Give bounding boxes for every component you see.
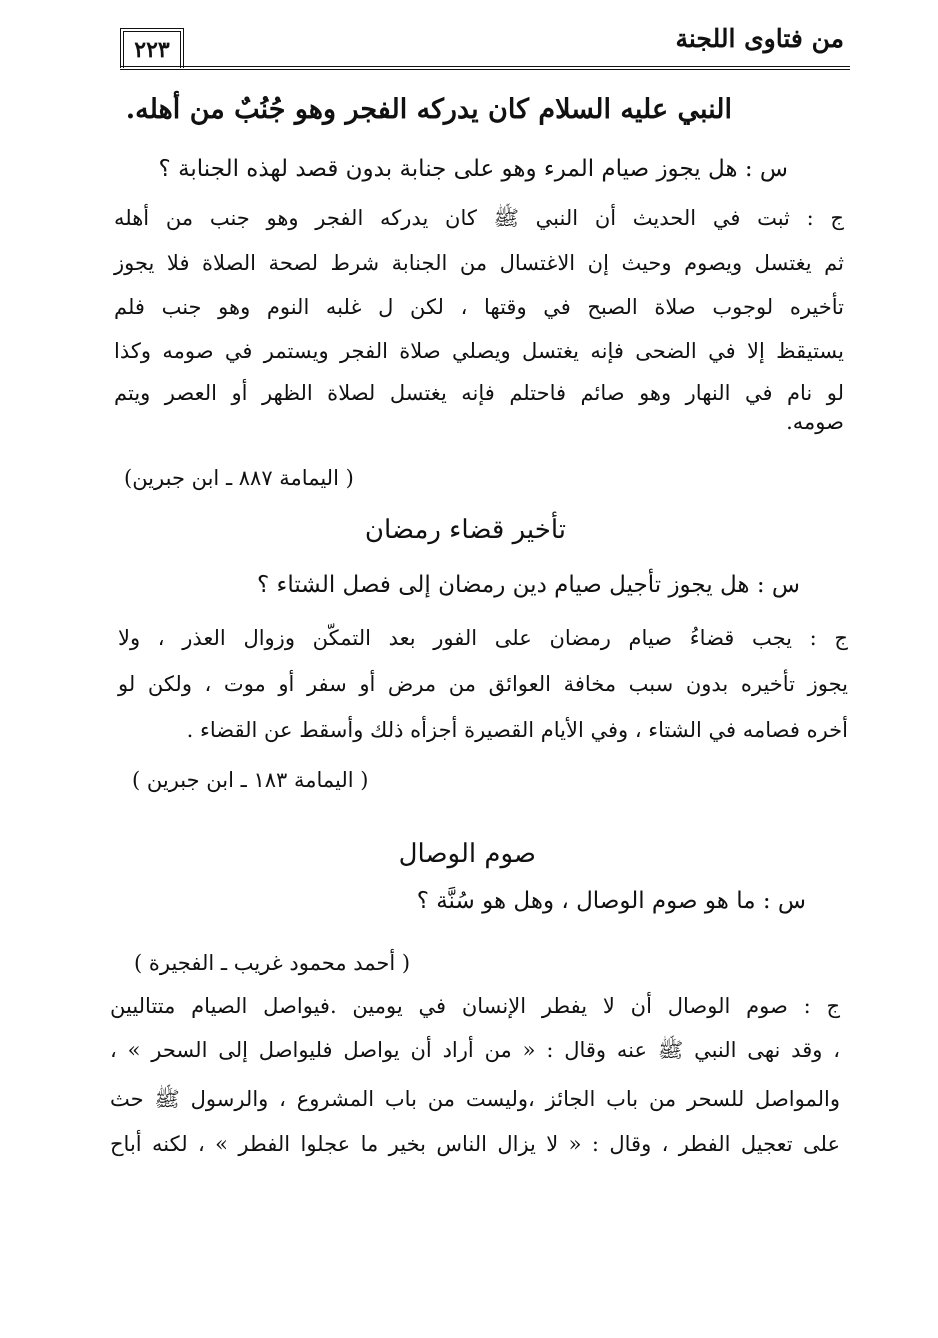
asker-3: ( أحمد محمود غريب ـ الفجيرة ): [134, 951, 411, 975]
answer-3-line-1: ج : صوم الوصال أن لا يفطر الإنسان في يومين .فيواصل الصيام متتاليين: [110, 994, 840, 1018]
question-2: س : هل يجوز تأجيل صيام دين رمضان إلى فصل الشتاء ؟: [257, 572, 800, 598]
source-1: ( اليمامة ٨٨٧ ـ ابن جبرين): [124, 466, 354, 490]
answer-2-line-2: يجوز تأخيره بدون سبب مخافة العوائق من مرض أو سفر أو موت ، ولكن لو: [118, 672, 848, 696]
page-number: ٢٢٣: [120, 28, 184, 68]
answer-1-line-2: ثم يغتسل ويصوم وحيث إن الاغتسال من الجنابة شرط لصحة الصلاة فلا يجوز: [114, 251, 844, 275]
continued-title: النبي عليه السلام كان يدركه الفجر وهو جُنُبٌ من أهله.: [125, 94, 732, 125]
header-rule: [120, 66, 850, 70]
question-3: س : ما هو صوم الوصال ، وهل هو سُنَّة ؟: [416, 888, 806, 914]
answer-3-line-4: على تعجيل الفطر ، وقال : « لا يزال الناس بخير ما عجلوا الفطر » ، لكنه أباح: [110, 1132, 840, 1156]
answer-1-line-1: ج : ثبت في الحديث أن النبي ﷺ كان يدركه الفجر وهو جنب من أهله: [114, 206, 844, 230]
source-2: ( اليمامة ١٨٣ ـ ابن جبرين ): [132, 768, 369, 792]
section-title-3: صوم الوصال: [398, 839, 536, 869]
page-header: [120, 14, 850, 74]
answer-1-line-4: يستيقظ إلا في الضحى فإنه يغتسل ويصلي صلاة الفجر ويستمر في صومه وكذا: [114, 339, 844, 363]
answer-2-line-1: ج : يجب قضاءُ صيام رمضان على الفور بعد التمكّن وزوال العذر ، ولا: [118, 626, 848, 650]
answer-2-line-3: أخره فصامه في الشتاء ، وفي الأيام القصيرة أجزأه ذلك وأسقط عن القضاء .: [186, 718, 848, 742]
answer-1-line-5: لو نام في النهار وهو صائم فاحتلم فإنه يغتسل لصلاة الظهر أو العصر ويتم: [114, 381, 844, 405]
answer-1-line-3: تأخيره لوجوب صلاة الصبح في وقتها ، لكن ل غلبه النوم وهو جنب فلم: [114, 295, 844, 319]
question-1: س : هل يجوز صيام المرء وهو على جنابة بدون قصد لهذه الجنابة ؟: [158, 156, 788, 182]
answer-1-line-6: صومه.: [786, 410, 844, 434]
section-title-2: تأخير قضاء رمضان: [364, 515, 566, 545]
running-title: من فتاوى اللجنة: [675, 24, 844, 53]
answer-3-line-2: ، وقد نهى النبي ﷺ عنه وقال : « من أراد أن يواصل فليواصل إلى السحر » ،: [110, 1038, 840, 1062]
answer-3-line-3: والمواصل للسحر من باب الجائز ،وليست من باب المشروع ، والرسول ﷺ حث: [110, 1087, 840, 1111]
